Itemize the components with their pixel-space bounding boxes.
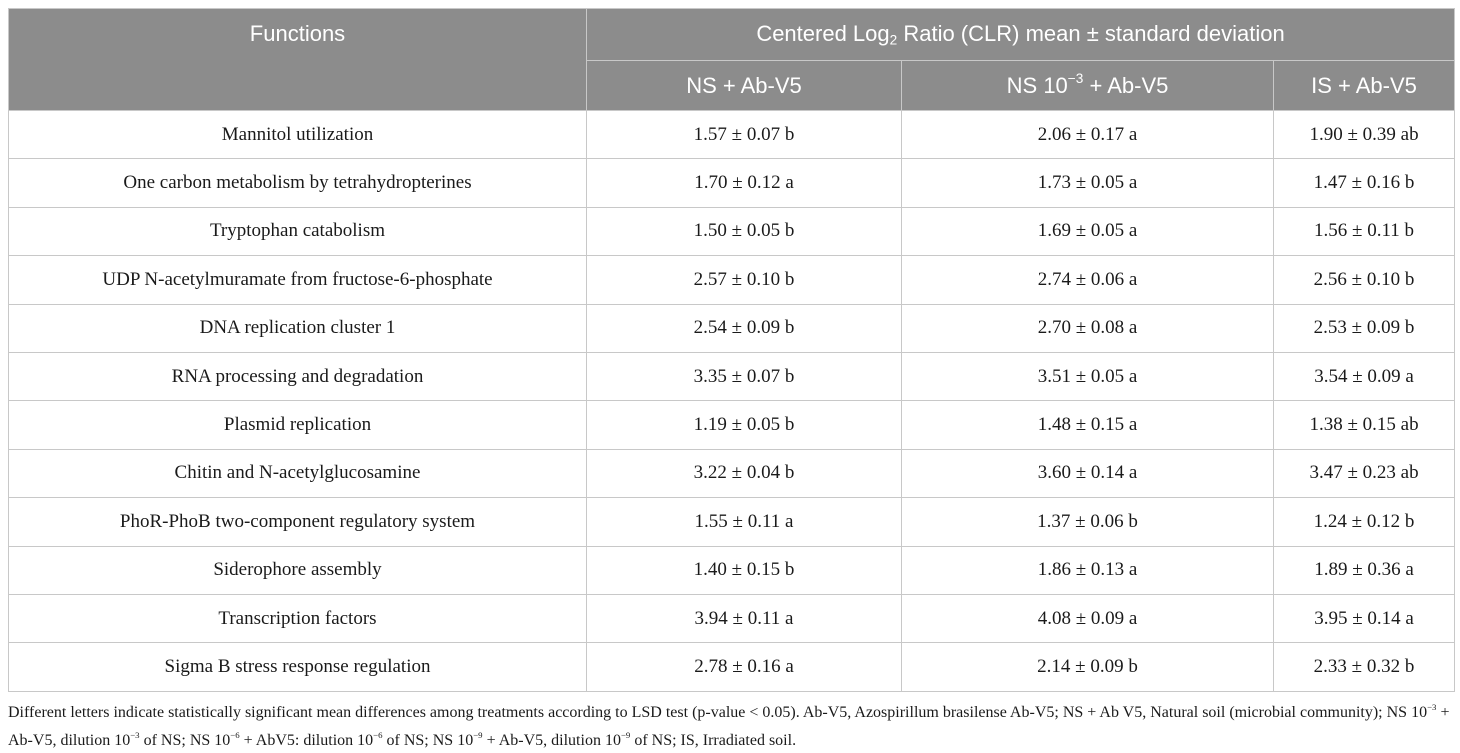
function-cell: Siderophore assembly (9, 546, 587, 594)
functions-header-label: Functions (249, 21, 346, 46)
ns-dilution-value-cell: 2.14 ± 0.09 b (902, 643, 1274, 691)
ns-value-cell: 1.19 ± 0.05 b (587, 401, 902, 449)
is-value-cell: 2.56 ± 0.10 b (1274, 256, 1455, 304)
footnote-text: of NS; NS 10 (382, 732, 474, 750)
ns-value-cell: 1.55 ± 0.11 a (587, 498, 902, 546)
is-value-cell: 1.47 ± 0.16 b (1274, 159, 1455, 207)
is-value-cell: 1.90 ± 0.39 ab (1274, 111, 1455, 159)
function-cell: Tryptophan catabolism (9, 207, 587, 255)
ns-dilution-value-cell: 1.48 ± 0.15 a (902, 401, 1274, 449)
function-cell: One carbon metabolism by tetrahydropterines (9, 159, 587, 207)
table-body (9, 111, 1455, 692)
function-cell: PhoR-PhoB two-component regulatory system (9, 498, 587, 546)
is-value-cell: 3.95 ± 0.14 a (1274, 594, 1455, 642)
table-row (9, 352, 1455, 400)
ns-value-cell: 2.54 ± 0.09 b (587, 304, 902, 352)
ns-value-cell: 1.57 ± 0.07 b (587, 111, 902, 159)
table-header (9, 9, 1455, 111)
footnote-exponent: −3 (130, 730, 140, 741)
table-row (9, 159, 1455, 207)
col-ns-label: NS + Ab-V5 (686, 72, 802, 98)
ns-value-cell: 3.35 ± 0.07 b (587, 352, 902, 400)
footnote-text: Different letters indicate statistically significant mean differences among treatments according to LSD test (p-value < 0.05). Ab-V5, Azospirillum brasilense Ab-V5; NS + Ab V5, Natural soil (microbial community); NS 10 (8, 704, 1428, 722)
footnote-text: of NS; NS 10 (139, 732, 231, 750)
table-row (9, 498, 1455, 546)
footnote-text: + AbV5: dilution 10 (239, 732, 374, 750)
is-value-cell: 1.38 ± 0.15 ab (1274, 401, 1455, 449)
table-row (9, 207, 1455, 255)
function-cell: RNA processing and degradation (9, 352, 587, 400)
table-row (9, 643, 1455, 691)
footnote-exponent: −6 (230, 730, 240, 741)
col-ns-dilution-exponent: −3 (1067, 71, 1084, 87)
ns-value-cell: 1.70 ± 0.12 a (587, 159, 902, 207)
footnote-exponent: −6 (373, 730, 383, 741)
ns-dilution-value-cell: 4.08 ± 0.09 a (902, 594, 1274, 642)
clr-header-subscript: 2 (889, 32, 898, 48)
ns-dilution-value-cell: 3.60 ± 0.14 a (902, 449, 1274, 497)
table-row (9, 304, 1455, 352)
clr-header-suffix: Ratio (CLR) mean ± standard deviation (897, 21, 1285, 47)
table-footnote (8, 696, 1454, 752)
is-value-cell: 1.24 ± 0.12 b (1274, 498, 1455, 546)
header-row-1 (9, 9, 1455, 61)
col-ns-dilution-prefix: NS 10 (1006, 73, 1068, 99)
table-row (9, 111, 1455, 159)
ns-dilution-value-cell: 1.69 ± 0.05 a (902, 207, 1274, 255)
is-value-cell: 1.89 ± 0.36 a (1274, 546, 1455, 594)
table-row (9, 256, 1455, 304)
ns-dilution-value-cell: 2.70 ± 0.08 a (902, 304, 1274, 352)
footnote-text: + Ab-V5, dilution 10 (482, 732, 621, 750)
col-is-label: IS + Ab-V5 (1311, 72, 1417, 98)
footnote-exponent: −9 (473, 730, 483, 741)
clr-header-prefix: Centered Log (756, 21, 890, 47)
is-value-cell: 3.47 ± 0.23 ab (1274, 449, 1455, 497)
function-cell: UDP N-acetylmuramate from fructose-6-phosphate (9, 256, 587, 304)
is-value-cell: 3.54 ± 0.09 a (1274, 352, 1455, 400)
ns-value-cell: 2.57 ± 0.10 b (587, 256, 902, 304)
clr-header (587, 9, 1455, 61)
is-value-cell: 2.53 ± 0.09 b (1274, 304, 1455, 352)
footnote-exponent: −9 (620, 730, 631, 741)
function-cell: DNA replication cluster 1 (9, 304, 587, 352)
function-cell: Mannitol utilization (9, 111, 587, 159)
ns-value-cell: 3.22 ± 0.04 b (587, 449, 902, 497)
col-ns-dilution-suffix: + Ab-V5 (1083, 73, 1169, 99)
footnote-text: of NS; IS, Irradiated soil. (630, 732, 797, 750)
ns-dilution-value-cell: 2.74 ± 0.06 a (902, 256, 1274, 304)
footnote-exponent: −3 (1427, 702, 1437, 712)
ns-dilution-value-cell: 3.51 ± 0.05 a (902, 352, 1274, 400)
table-row (9, 594, 1455, 642)
ns-value-cell: 3.94 ± 0.11 a (587, 594, 902, 642)
col-ns-dilution-header (902, 61, 1274, 111)
ns-value-cell: 2.78 ± 0.16 a (587, 643, 902, 691)
ns-dilution-value-cell: 1.37 ± 0.06 b (902, 498, 1274, 546)
function-cell: Chitin and N-acetylglucosamine (9, 449, 587, 497)
col-is-header (1274, 61, 1455, 111)
ns-value-cell: 1.50 ± 0.05 b (587, 207, 902, 255)
ns-dilution-value-cell: 1.73 ± 0.05 a (902, 159, 1274, 207)
function-cell: Transcription factors (9, 594, 587, 642)
ns-dilution-value-cell: 1.86 ± 0.13 a (902, 546, 1274, 594)
col-ns-header (587, 61, 902, 111)
table-row (9, 401, 1455, 449)
is-value-cell: 2.33 ± 0.32 b (1274, 643, 1455, 691)
ns-value-cell: 1.40 ± 0.15 b (587, 546, 902, 594)
table-row (9, 546, 1455, 594)
footnote-text: + Ab-V5, dilution 10 (8, 704, 1450, 750)
is-value-cell: 1.56 ± 0.11 b (1274, 207, 1455, 255)
functions-header (9, 9, 587, 111)
function-cell: Sigma B stress response regulation (9, 643, 587, 691)
clr-table (8, 8, 1455, 692)
table-row (9, 449, 1455, 497)
ns-dilution-value-cell: 2.06 ± 0.17 a (902, 111, 1274, 159)
function-cell: Plasmid replication (9, 401, 587, 449)
